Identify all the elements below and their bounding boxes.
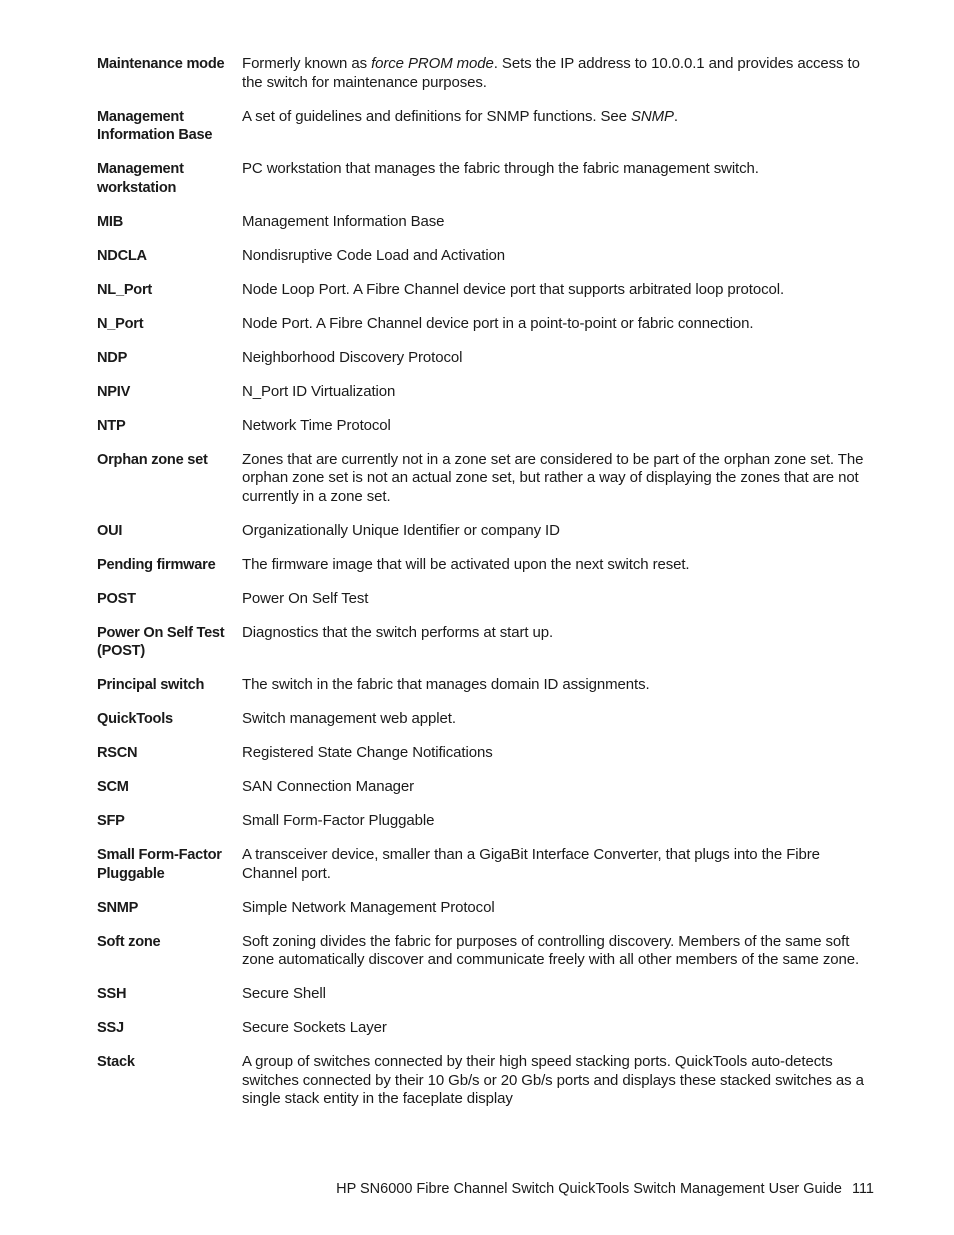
definition-text: Node Loop Port. A Fibre Channel device port that supports arbitrated loop protocol.	[242, 280, 785, 298]
glossary-term: Power On Self Test (POST)	[97, 624, 225, 659]
definition-text: N_Port ID Virtualization	[242, 382, 396, 400]
glossary-definition	[242, 933, 877, 970]
glossary-definition	[242, 899, 877, 918]
glossary-entry	[97, 933, 877, 970]
glossary-term: QuickTools	[97, 711, 173, 727]
definition-text: Nondisruptive Code Load and Activation	[242, 246, 506, 264]
glossary-term: OUI	[97, 522, 123, 539]
glossary-term: POST	[97, 590, 136, 607]
glossary-entry	[97, 281, 877, 300]
glossary-definition	[242, 1053, 877, 1109]
glossary-entry	[97, 1053, 877, 1109]
definition-text: Simple Network Management Protocol	[242, 898, 495, 916]
definition-text: Power On Self Test	[242, 589, 369, 607]
definition-text: Node Port. A Fibre Channel device port in a point-to-point or fabric connection.	[242, 314, 754, 332]
glossary-definition	[242, 417, 877, 436]
glossary-entry	[97, 676, 877, 695]
definition-text: Registered State Change Notifications	[242, 744, 493, 761]
glossary-term: Stack	[97, 1054, 135, 1070]
glossary-term: Maintenance mode	[97, 56, 225, 72]
glossary-definition	[242, 383, 877, 402]
glossary-definition	[242, 213, 877, 232]
glossary-entry	[97, 899, 877, 918]
definition-text: Formerly known as	[242, 55, 372, 72]
glossary-entry	[97, 383, 877, 402]
glossary-entry	[97, 624, 877, 661]
definition-text: The firmware image that will be activated upon the next switch reset.	[242, 555, 690, 573]
glossary-definition	[242, 160, 877, 179]
glossary-definition	[242, 590, 877, 609]
glossary-term: SFP	[97, 813, 125, 829]
glossary-definition	[242, 522, 877, 541]
definition-text: The switch in the fabric that manages domain ID assignments.	[242, 676, 650, 693]
glossary-entry	[97, 417, 877, 436]
glossary-term: N_Port	[97, 315, 144, 332]
definition-text: A set of guidelines and definitions for SNMP functions. See	[242, 107, 631, 125]
glossary-term: NL_Port	[97, 281, 153, 298]
glossary-term: NDP	[97, 349, 128, 366]
glossary-definition	[242, 108, 877, 127]
page-footer	[336, 1180, 874, 1198]
definition-text: A transceiver device, smaller than a GigaBit Interface Converter, that plugs into the Fibre Channel port.	[242, 846, 820, 882]
glossary-definition	[242, 744, 877, 763]
glossary-term: SSJ	[97, 1020, 124, 1036]
glossary-term: Principal switch	[97, 677, 205, 693]
glossary-entry	[97, 108, 877, 145]
definition-text: Diagnostics that the switch performs at start up.	[242, 623, 554, 641]
definition-text: Switch management web applet.	[242, 710, 456, 727]
definition-text: Zones that are currently not in a zone set are considered to be part of the orphan zone set. The orphan zone set is not an actual zone set, but rather a way of displaying the zones that are not currently in a zone set.	[242, 450, 864, 505]
definition-italic-text: force PROM mode	[371, 55, 494, 72]
definition-text: Organizationally Unique Identifier or company ID	[242, 521, 560, 539]
glossary-entry	[97, 1019, 877, 1038]
glossary-term: NTP	[97, 417, 126, 434]
glossary-definition	[242, 247, 877, 266]
glossary-entry	[97, 590, 877, 609]
glossary-definition	[242, 281, 877, 300]
definition-text: PC workstation that manages the fabric through the fabric management switch.	[242, 160, 759, 177]
glossary-definition	[242, 349, 877, 368]
glossary-entry	[97, 213, 877, 232]
glossary-entry	[97, 160, 877, 197]
glossary-definition	[242, 676, 877, 695]
glossary-term: SNMP	[97, 899, 139, 916]
glossary-term: Pending firmware	[97, 556, 216, 573]
glossary-term: Management Information Base	[97, 108, 213, 143]
glossary-definition	[242, 778, 877, 797]
glossary-list	[97, 55, 877, 1124]
glossary-term: NPIV	[97, 383, 131, 400]
glossary-term: Small Form-Factor Pluggable	[97, 847, 222, 882]
glossary-entry	[97, 744, 877, 763]
definition-text: SAN Connection Manager	[242, 778, 415, 795]
glossary-definition	[242, 710, 877, 729]
glossary-definition	[242, 624, 877, 643]
glossary-term: Management workstation	[97, 161, 184, 196]
definition-text: Soft zoning divides the fabric for purposes of controlling discovery. Members of the same soft zone automatically discover and communicate freely with all other members of the same zone.	[242, 932, 860, 968]
glossary-term: NDCLA	[97, 247, 147, 264]
glossary-term: Orphan zone set	[97, 451, 208, 468]
glossary-term: Soft zone	[97, 933, 161, 950]
definition-text: .	[673, 107, 678, 125]
glossary-entry	[97, 846, 877, 883]
glossary-definition	[242, 315, 877, 334]
glossary-entry	[97, 315, 877, 334]
glossary-term: SCM	[97, 779, 129, 795]
glossary-entry	[97, 247, 877, 266]
glossary-definition	[242, 55, 877, 92]
definition-text: Secure Sockets Layer	[242, 1019, 387, 1036]
definition-text: Network Time Protocol	[242, 416, 391, 434]
definition-text: . Sets the IP address to 10.0.0.1 and provides access to the switch for maintenance purposes.	[242, 55, 860, 91]
glossary-entry	[97, 55, 877, 92]
glossary-entry	[97, 451, 877, 507]
definition-text: Neighborhood Discovery Protocol	[242, 348, 463, 366]
glossary-entry	[97, 812, 877, 831]
definition-text: Secure Shell	[242, 985, 326, 1002]
glossary-definition	[242, 985, 877, 1004]
definition-text: Management Information Base	[242, 212, 445, 230]
glossary-entry	[97, 985, 877, 1004]
glossary-term: RSCN	[97, 745, 138, 761]
glossary-definition	[242, 556, 877, 575]
glossary-term: SSH	[97, 986, 127, 1002]
glossary-definition	[242, 1019, 877, 1038]
glossary-entry	[97, 349, 877, 368]
glossary-definition	[242, 451, 877, 507]
footer-title: HP SN6000 Fibre Channel Switch QuickTools Switch Management User Guide	[336, 1181, 842, 1197]
glossary-entry	[97, 710, 877, 729]
glossary-entry	[97, 556, 877, 575]
glossary-term: MIB	[97, 213, 124, 230]
glossary-entry	[97, 778, 877, 797]
definition-text: A group of switches connected by their high speed stacking ports. QuickTools auto-detects switches connected by their 10 Gb/s or 20 Gb/s ports and displays these stacked switches as a single stack entity in the faceplate display	[242, 1053, 864, 1107]
page-number: 111	[851, 1181, 874, 1197]
glossary-entry	[97, 522, 877, 541]
definition-text: Small Form-Factor Pluggable	[242, 812, 435, 829]
glossary-definition	[242, 846, 877, 883]
definition-italic-text: SNMP	[630, 107, 674, 125]
glossary-definition	[242, 812, 877, 831]
